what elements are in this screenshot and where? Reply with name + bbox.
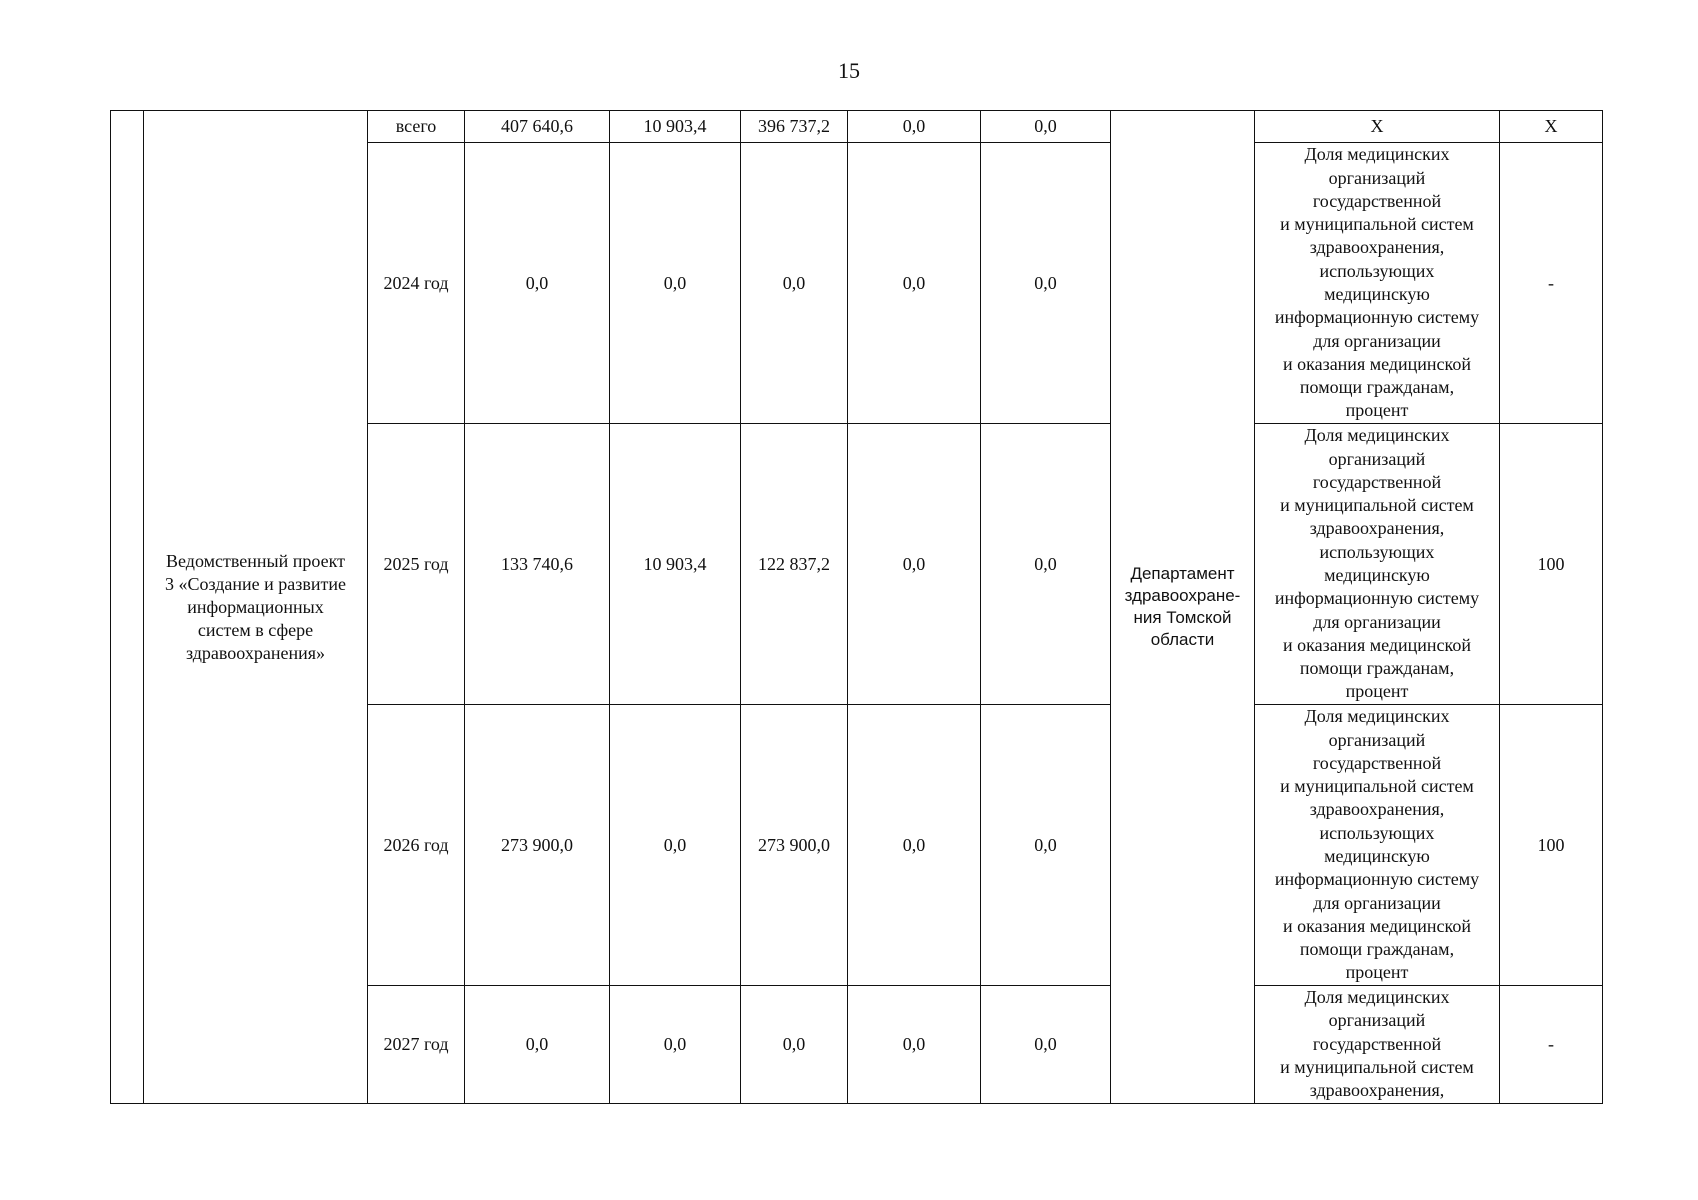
value-local-cell: 0,0 bbox=[848, 111, 981, 143]
indicator-line: Доля медицинских bbox=[1304, 987, 1450, 1007]
value-total-cell: 273 900,0 bbox=[465, 705, 610, 986]
indicator-line: и оказания медицинской bbox=[1282, 353, 1472, 374]
target-value-cell: - bbox=[1500, 143, 1603, 424]
table-row-total bbox=[111, 111, 1603, 143]
target-value-cell: Х bbox=[1500, 111, 1603, 143]
project-name-line: систем в сфере bbox=[197, 619, 314, 640]
value-total-cell: 133 740,6 bbox=[465, 424, 610, 705]
indicator-line: и муниципальной систем bbox=[1280, 1056, 1474, 1077]
value-other-cell: 0,0 bbox=[981, 111, 1111, 143]
indicator-line: информационную систему bbox=[1274, 869, 1480, 890]
indicator-line: медицинскую bbox=[1324, 284, 1430, 304]
indicator-line: использующих bbox=[1319, 260, 1435, 281]
indicator-cell bbox=[1255, 424, 1500, 705]
period-cell: 2024 год bbox=[368, 143, 465, 424]
value-total-cell: 0,0 bbox=[465, 986, 610, 1104]
indicator-line: здравоохранения, bbox=[1309, 237, 1445, 258]
indicator-cell bbox=[1255, 986, 1500, 1104]
value-regional-cell: 396 737,2 bbox=[741, 111, 848, 143]
target-value-cell: 100 bbox=[1500, 705, 1603, 986]
value-other-cell: 0,0 bbox=[981, 705, 1111, 986]
indicator-line: и муниципальной систем bbox=[1280, 214, 1474, 235]
executor-cell bbox=[1111, 111, 1255, 1104]
indicator-line: информационную систему bbox=[1274, 588, 1480, 609]
value-federal-cell: 0,0 bbox=[610, 705, 741, 986]
value-regional-cell: 122 837,2 bbox=[741, 424, 848, 705]
value-regional-cell: 0,0 bbox=[741, 143, 848, 424]
indicator-line: использующих bbox=[1319, 822, 1435, 843]
indicator-line: медицинскую bbox=[1324, 846, 1430, 866]
indicator-line: государственной bbox=[1312, 752, 1442, 773]
indicator-line: информационную систему bbox=[1274, 307, 1480, 328]
indicator-line: здравоохранения, bbox=[1309, 799, 1445, 820]
indicator-line: помощи гражданам, bbox=[1299, 658, 1455, 679]
value-local-cell: 0,0 bbox=[848, 424, 981, 705]
indicator-line: и оказания медицинской bbox=[1282, 915, 1472, 936]
target-value-cell: - bbox=[1500, 986, 1603, 1104]
indicator-line: организаций bbox=[1328, 729, 1426, 750]
period-cell: 2027 год bbox=[368, 986, 465, 1104]
indicator-line: государственной bbox=[1312, 1033, 1442, 1054]
indicator-line: процент bbox=[1345, 962, 1409, 983]
indicator-cell bbox=[1255, 705, 1500, 986]
project-name-line: 3 «Создание и развитие bbox=[164, 573, 347, 594]
period-cell: 2026 год bbox=[368, 705, 465, 986]
value-federal-cell: 10 903,4 bbox=[610, 111, 741, 143]
indicator-line: использующих bbox=[1319, 541, 1435, 562]
indicator-line: процент bbox=[1345, 681, 1409, 702]
target-value-cell: 100 bbox=[1500, 424, 1603, 705]
project-name-line: здравоохранения» bbox=[185, 642, 326, 663]
indicator-line: здравоохранения, bbox=[1309, 518, 1445, 539]
indicator-line: здравоохранения, bbox=[1309, 1080, 1445, 1101]
value-total-cell: 407 640,6 bbox=[465, 111, 610, 143]
indicator-line: государственной bbox=[1312, 471, 1442, 492]
project-name-line: Ведомственный проект bbox=[166, 550, 345, 571]
indicator-line: организаций bbox=[1328, 448, 1426, 469]
indicator-line: и оказания медицинской bbox=[1282, 634, 1472, 655]
executor-line: области bbox=[1150, 630, 1215, 649]
value-regional-cell: 273 900,0 bbox=[741, 705, 848, 986]
executor-line: здравоохране- bbox=[1124, 586, 1241, 605]
indicator-line: и муниципальной систем bbox=[1280, 776, 1474, 797]
value-local-cell: 0,0 bbox=[848, 986, 981, 1104]
period-cell: 2025 год bbox=[368, 424, 465, 705]
indicator-line: Доля медицинских bbox=[1304, 144, 1450, 165]
page-number: 15 bbox=[838, 58, 860, 83]
indicator-line: процент bbox=[1345, 400, 1409, 421]
indicator-line: медицинскую bbox=[1324, 565, 1430, 585]
value-regional-cell: 0,0 bbox=[741, 986, 848, 1104]
value-other-cell: 0,0 bbox=[981, 986, 1111, 1104]
indicator-line: помощи гражданам, bbox=[1299, 939, 1455, 960]
indicator-line: Доля медицинских bbox=[1304, 425, 1450, 446]
project-name-line: информационных bbox=[187, 596, 324, 617]
indicator-line: для организации bbox=[1313, 892, 1441, 913]
indicator-line: государственной bbox=[1312, 190, 1442, 211]
indicator-line: организаций bbox=[1328, 1010, 1426, 1031]
project-name-cell bbox=[144, 111, 368, 1104]
period-cell: всего bbox=[368, 111, 465, 143]
executor-line: Департамент bbox=[1130, 564, 1235, 583]
indicator-line: помощи гражданам, bbox=[1299, 377, 1455, 398]
value-total-cell: 0,0 bbox=[465, 143, 610, 424]
indicator-line: Доля медицинских bbox=[1304, 706, 1450, 727]
value-federal-cell: 0,0 bbox=[610, 143, 741, 424]
program-table bbox=[110, 110, 1603, 1104]
indicator-cell bbox=[1255, 143, 1500, 424]
indicator-cell: Х bbox=[1255, 111, 1500, 143]
value-federal-cell: 0,0 bbox=[610, 986, 741, 1104]
executor-line: ния Томской bbox=[1133, 608, 1232, 627]
value-other-cell: 0,0 bbox=[981, 143, 1111, 424]
indicator-line: организаций bbox=[1328, 167, 1426, 188]
row-number-cell bbox=[111, 111, 144, 1104]
indicator-line: для организации bbox=[1313, 330, 1441, 351]
indicator-line: для организации bbox=[1313, 611, 1441, 632]
value-local-cell: 0,0 bbox=[848, 705, 981, 986]
value-local-cell: 0,0 bbox=[848, 143, 981, 424]
indicator-line: и муниципальной систем bbox=[1280, 495, 1474, 516]
value-other-cell: 0,0 bbox=[981, 424, 1111, 705]
value-federal-cell: 10 903,4 bbox=[610, 424, 741, 705]
